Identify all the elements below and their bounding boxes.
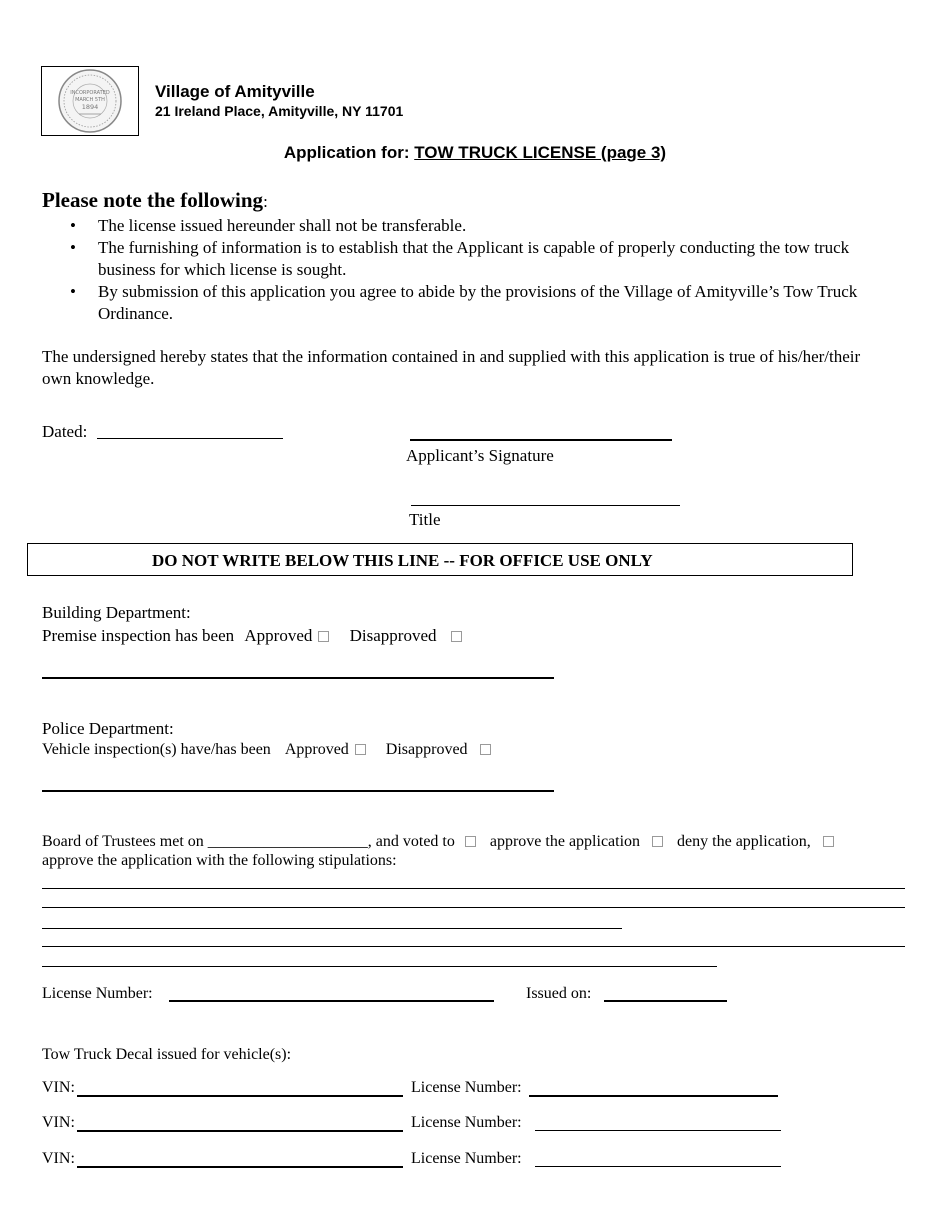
notes-heading-colon: : [263,192,268,211]
form-title [0,143,950,163]
board-stipulations-label: approve the application with the following stipulations: [42,852,397,869]
applicant-signature-field[interactable] [410,439,672,441]
org-address: 21 Ireland Place, Amityville, NY 11701 [155,103,404,119]
license-number-field[interactable] [169,1000,494,1002]
svg-text:MARCH 5TH: MARCH 5TH [75,97,105,103]
title-field[interactable] [411,505,680,506]
dated-label: Dated: [42,422,88,441]
decal-license-field-1[interactable] [529,1095,778,1097]
stipulations-line-5[interactable] [42,966,717,967]
applicant-signature-label: Applicant’s Signature [406,446,554,465]
decal-vin-field-1[interactable] [77,1095,403,1097]
building-heading: Building Department: [42,603,191,622]
police-disapproved-label: Disapproved [385,741,468,758]
decal-license-label-2: License Number: [411,1114,522,1131]
board-row [42,833,834,851]
building-disapproved-checkbox[interactable] [451,631,462,642]
police-disapproved-checkbox[interactable] [480,744,491,755]
village-seal [41,66,139,136]
police-heading: Police Department: [42,719,174,738]
decal-heading: Tow Truck Decal issued for vehicle(s): [42,1046,292,1063]
note-item-3: • By submission of this application you agree to abide by the provisions of the Village of Amityville’s Tow Truck Ordinance. [42,281,898,325]
dated-field[interactable] [97,438,283,439]
decal-license-label-1: License Number: [411,1079,522,1096]
board-voted-text: , and voted to [367,833,455,850]
police-approved-label: Approved [284,741,349,758]
notes-heading [42,188,268,213]
stipulations-line-4[interactable] [42,946,905,947]
board-approve-label: approve the application [489,833,641,850]
decal-license-field-3[interactable] [535,1166,781,1167]
note-item-2: • The furnishing of information is to establish that the Applicant is capable of properly conducting the tow truck business for which license is sought. [42,237,898,281]
form-title-prefix: Application for: [283,143,410,162]
title-label: Title [409,510,441,529]
decal-vin-label-3: VIN: [42,1150,75,1167]
building-signature-line[interactable] [42,677,554,679]
stipulations-line-3[interactable] [42,928,622,929]
board-deny-label: deny the application, [677,833,811,850]
board-met-on-text: Board of Trustees met on [42,833,204,850]
stipulations-line-2[interactable] [42,907,905,908]
police-approved-checkbox[interactable] [355,744,366,755]
decal-license-field-2[interactable] [535,1130,781,1131]
stipulations-line-1[interactable] [42,888,905,889]
board-deny-checkbox[interactable] [652,836,663,847]
decal-license-label-3: License Number: [411,1150,522,1167]
building-inspection-text: Premise inspection has been [42,626,235,645]
building-approved-label: Approved [244,626,313,645]
note-item-1: • The license issued hereunder shall not be transferable. [42,215,898,237]
svg-text:INCORPORATED: INCORPORATED [70,90,110,96]
building-disapproved-label: Disapproved [349,626,437,645]
decal-vin-field-3[interactable] [77,1166,403,1168]
police-signature-line[interactable] [42,790,554,792]
issued-on-label: Issued on: [526,985,592,1002]
board-date-field[interactable]: ____________________ [207,833,368,850]
building-inspection-row [42,626,462,646]
notes-list [42,215,898,325]
board-stipulations-checkbox[interactable] [823,836,834,847]
license-number-label: License Number: [42,985,153,1002]
office-use-banner [27,543,853,576]
decal-vin-field-2[interactable] [77,1130,403,1132]
board-approve-checkbox[interactable] [465,836,476,847]
decal-vin-label-2: VIN: [42,1114,75,1131]
decal-vin-label-1: VIN: [42,1079,75,1096]
notes-heading-text: Please note the following [42,188,264,212]
form-title-name: TOW TRUCK LICENSE (page 3) [414,143,667,162]
building-approved-checkbox[interactable] [318,631,329,642]
office-use-banner-text: DO NOT WRITE BELOW THIS LINE -- FOR OFFICE USE ONLY [152,551,653,570]
statement: The undersigned hereby states that the information contained in and supplied with this application is true of his/her/their own knowledge. [42,347,861,388]
village-seal-image [42,67,138,135]
police-inspection-row [42,741,491,759]
police-inspection-text: Vehicle inspection(s) have/has been [42,741,271,758]
org-name: Village of Amityville [155,82,315,101]
svg-text:1894: 1894 [81,103,99,111]
issued-on-field[interactable] [604,1000,727,1002]
